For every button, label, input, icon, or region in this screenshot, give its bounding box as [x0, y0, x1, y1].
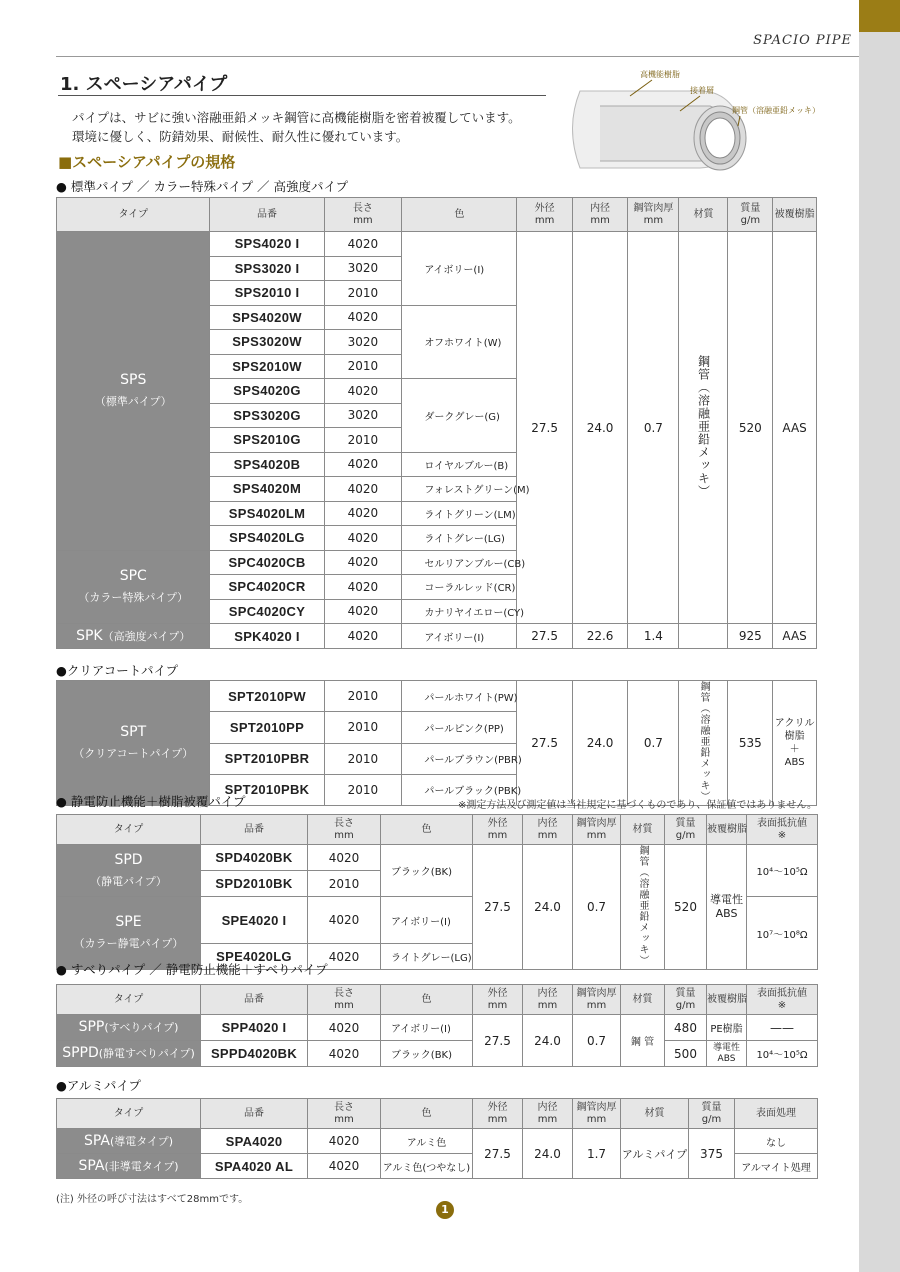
- color-value: コーラルレッド(CR): [402, 575, 517, 600]
- part-number: SPC4020CY: [210, 599, 324, 624]
- od-label: 外径: [487, 987, 508, 999]
- part-number: SPT2010PBK: [210, 774, 324, 805]
- thick-value: 0.7: [628, 681, 679, 806]
- length-unit: mm: [334, 999, 354, 1011]
- length-value: 2010: [308, 871, 381, 897]
- type-desc: （カラー特殊パイプ）: [78, 590, 189, 604]
- part-number: SPS3020G: [210, 403, 324, 428]
- type-code: SPD: [114, 851, 143, 868]
- page-title: 1. スペーシアパイプ: [60, 74, 228, 95]
- material-value: [679, 232, 728, 624]
- intro-line: パイプは、サビに強い溶融亜鉛メッキ鋼管に高機能樹脂を密着被覆しています。: [72, 110, 521, 125]
- corner-accent: [859, 0, 900, 32]
- col-id: [572, 198, 627, 232]
- col-material: 材質: [621, 815, 665, 845]
- col-material: 材質: [679, 198, 728, 232]
- type-spd: [57, 845, 201, 897]
- part-number: SPPD4020BK: [201, 1041, 308, 1067]
- color-value: ライトグレー(LG): [381, 944, 473, 970]
- thick-value: 0.7: [628, 232, 679, 624]
- spec-heading: ■スペーシアパイプの規格: [58, 153, 236, 171]
- od-value: 27.5: [517, 232, 572, 624]
- col-mass: [665, 985, 707, 1015]
- material-text: 鋼管（溶融亜鉛メッキ）: [696, 354, 711, 498]
- color-value: アイボリー(I): [402, 624, 517, 649]
- coating-value: PE樹脂: [707, 1015, 747, 1041]
- od-value: 27.5: [473, 1129, 523, 1179]
- length-label: 長さ: [334, 817, 354, 829]
- part-number: SPC4020CR: [210, 575, 324, 600]
- color-value: ブラック(BK): [381, 845, 473, 897]
- part-number: SPS4020LM: [210, 501, 324, 526]
- thick-value: 1.7: [573, 1129, 621, 1179]
- mass-unit: g/m: [701, 1113, 722, 1125]
- mass-value: 925: [728, 624, 773, 649]
- antistatic-table: [56, 814, 818, 970]
- aluminum-pipe-table: [56, 1098, 818, 1179]
- col-mass: [728, 198, 773, 232]
- col-color: 色: [381, 985, 473, 1015]
- surface-value: なし: [735, 1129, 818, 1154]
- type-desc: （高強度パイプ）: [102, 629, 191, 643]
- part-number: SPS4020B: [210, 452, 324, 477]
- brand-title: SPACIO PIPE: [753, 33, 852, 48]
- coating-value: AAS: [773, 624, 817, 649]
- standard-pipe-table: [56, 197, 817, 649]
- length-value: 3020: [324, 256, 402, 281]
- col-thick: [573, 985, 621, 1015]
- table-row: [57, 1129, 818, 1154]
- thick-unit: mm: [643, 214, 664, 226]
- color-value: アイボリー(I): [381, 1015, 473, 1041]
- type-code: SPA: [83, 1132, 110, 1149]
- type-desc: (すべりパイプ): [104, 1021, 179, 1034]
- id-label: 内径: [590, 202, 611, 214]
- id-unit: mm: [537, 1113, 558, 1125]
- part-number: SPS2010G: [210, 428, 324, 453]
- length-label: 長さ: [352, 202, 373, 214]
- od-unit: mm: [487, 999, 508, 1011]
- length-unit: mm: [334, 1113, 354, 1125]
- col-color: 色: [381, 1099, 473, 1129]
- thick-unit: mm: [586, 829, 607, 841]
- color-value: オフホワイト(W): [402, 305, 517, 379]
- table-row: [57, 681, 817, 712]
- length-value: 2010: [324, 354, 402, 379]
- adhesive-label: 接着層: [690, 86, 714, 95]
- surface-value: アルマイト処理: [735, 1154, 818, 1179]
- part-number: SPK4020 I: [210, 624, 324, 649]
- resin-label: 高機能樹脂: [640, 70, 680, 79]
- mass-label: 質量: [675, 817, 696, 829]
- length-value: 4020: [308, 1041, 381, 1067]
- type-desc: (静電すべりパイプ): [98, 1047, 195, 1060]
- table-header-row: [57, 1099, 818, 1129]
- mass-value: 375: [689, 1129, 735, 1179]
- od-label: 外径: [487, 1101, 508, 1113]
- type-sps: [57, 232, 210, 551]
- col-part: 品番: [210, 198, 324, 232]
- mass-unit: g/m: [675, 829, 696, 841]
- pipe-cross-section-diagram: [560, 66, 830, 176]
- thick-value: 0.7: [573, 845, 621, 970]
- od-label: 外径: [487, 817, 508, 829]
- color-value: セルリアンブルー(CB): [402, 550, 517, 575]
- material-value: [679, 624, 728, 649]
- length-value: 4020: [324, 477, 402, 502]
- coating-value: [707, 845, 747, 970]
- color-value: パールブラック(PBK): [402, 774, 517, 805]
- type-code: SPE: [115, 914, 142, 930]
- col-part: 品番: [201, 985, 308, 1015]
- od-unit: mm: [487, 829, 508, 841]
- length-value: 4020: [324, 232, 402, 257]
- od-label: 外径: [534, 202, 555, 214]
- thick-value: 0.7: [573, 1015, 621, 1067]
- length-value: 4020: [324, 305, 402, 330]
- color-value: アルミ色(つやなし): [381, 1154, 473, 1179]
- color-value: カナリヤイエロー(CY): [402, 599, 517, 624]
- steel-label: 鋼管（溶融亜鉛メッキ）: [732, 106, 820, 115]
- od-value: 27.5: [473, 845, 523, 970]
- section-heading-aluminum: ●アルミパイプ: [56, 1078, 142, 1093]
- color-value: ライトグレー(LG): [402, 526, 517, 551]
- od-unit: mm: [534, 214, 555, 226]
- resistance-value: 10⁴～10⁵Ω: [747, 1041, 818, 1067]
- coating-line: ＋: [789, 744, 800, 755]
- type-code: SPP: [78, 1019, 105, 1035]
- col-length: [308, 815, 381, 845]
- section-heading-standard: ● 標準パイプ ／ カラー特殊パイプ ／ 高強度パイプ: [56, 179, 349, 194]
- part-number: SPA4020 AL: [201, 1154, 308, 1179]
- thick-label: 鋼管肉厚: [576, 817, 617, 829]
- id-value: 24.0: [572, 232, 627, 624]
- resistance-note-mark: ※: [777, 829, 787, 841]
- table-header-row: [57, 985, 818, 1015]
- part-number: SPS2010W: [210, 354, 324, 379]
- thick-value: 1.4: [628, 624, 679, 649]
- type-spa-nonconductive: [57, 1154, 201, 1179]
- part-number: SPS4020W: [210, 305, 324, 330]
- length-value: 4020: [324, 379, 402, 404]
- col-material: 材質: [621, 1099, 689, 1129]
- type-desc: （標準パイプ）: [94, 394, 172, 408]
- col-type: タイプ: [57, 815, 201, 845]
- id-unit: mm: [537, 829, 558, 841]
- footnote: (注) 外径の呼び寸法はすべて28mmです。: [56, 1194, 249, 1205]
- resistance-value: 10⁷～10⁸Ω: [747, 897, 818, 970]
- type-desc: (導電タイプ): [109, 1134, 174, 1148]
- length-value: 2010: [324, 281, 402, 306]
- intro-text: [72, 108, 521, 146]
- part-number: SPS3020 I: [210, 256, 324, 281]
- col-material: 材質: [621, 985, 665, 1015]
- length-value: 2010: [324, 681, 402, 712]
- part-number: SPT2010PP: [210, 712, 324, 743]
- length-value: 4020: [324, 550, 402, 575]
- col-part: 品番: [201, 1099, 308, 1129]
- part-number: SPS4020G: [210, 379, 324, 404]
- type-desc: （カラー静電パイプ）: [73, 937, 184, 950]
- color-value: パールホワイト(PW): [402, 681, 517, 712]
- col-color: 色: [381, 815, 473, 845]
- col-coating: 被覆樹脂: [707, 815, 747, 845]
- resistance-label: 表面抵抗値: [757, 987, 807, 999]
- col-thick: [628, 198, 679, 232]
- thick-unit: mm: [586, 999, 607, 1011]
- thick-label: 鋼管肉厚: [633, 202, 674, 214]
- col-type: タイプ: [57, 1099, 201, 1129]
- material-value: [679, 681, 728, 806]
- part-number: SPC4020CB: [210, 550, 324, 575]
- type-spa-conductive: [57, 1129, 201, 1154]
- coating-line: ABS: [717, 1053, 736, 1064]
- col-od: [517, 198, 572, 232]
- type-desc: （クリアコートパイプ）: [73, 747, 194, 760]
- id-label: 内径: [537, 1101, 558, 1113]
- mass-value: 480: [665, 1015, 707, 1041]
- part-number: SPS2010 I: [210, 281, 324, 306]
- length-value: 4020: [324, 501, 402, 526]
- length-unit: mm: [334, 829, 354, 841]
- length-value: 2010: [324, 428, 402, 453]
- color-value: ロイヤルブルー(B): [402, 452, 517, 477]
- col-od: [473, 1099, 523, 1129]
- part-number: SPE4020 I: [201, 897, 308, 944]
- color-value: パールピンク(PP): [402, 712, 517, 743]
- length-value: 4020: [308, 1154, 381, 1179]
- col-surface: 表面処理: [735, 1099, 818, 1129]
- col-id: [523, 815, 573, 845]
- type-code: SPK: [76, 627, 103, 644]
- col-type: タイプ: [57, 198, 210, 232]
- coating-line: ABS: [784, 757, 805, 768]
- part-number: SPD2010BK: [201, 871, 308, 897]
- mass-value: 535: [728, 681, 773, 806]
- length-value: 4020: [308, 1129, 381, 1154]
- length-unit: mm: [353, 214, 373, 226]
- col-type: タイプ: [57, 985, 201, 1015]
- material-text: 鋼管（溶融亜鉛メッキ）: [697, 681, 709, 802]
- length-value: 4020: [308, 897, 381, 944]
- col-resistance: [747, 815, 818, 845]
- length-value: 4020: [308, 944, 381, 970]
- col-id: [523, 985, 573, 1015]
- table-row: [57, 624, 817, 649]
- part-number: SPA4020: [201, 1129, 308, 1154]
- col-coating: 被覆樹脂: [707, 985, 747, 1015]
- material-value: アルミパイプ: [621, 1129, 689, 1179]
- col-mass: [689, 1099, 735, 1129]
- resistance-note-mark: ※: [777, 999, 787, 1011]
- col-length: [308, 1099, 381, 1129]
- table-header-row: [57, 815, 818, 845]
- length-value: 4020: [324, 599, 402, 624]
- color-value: アルミ色: [381, 1129, 473, 1154]
- length-value: 4020: [324, 526, 402, 551]
- color-value: アイボリー(I): [381, 897, 473, 944]
- table-row: [57, 845, 818, 871]
- id-value: 24.0: [523, 845, 573, 970]
- length-value: 4020: [308, 845, 381, 871]
- coating-line: アクリル: [774, 718, 815, 729]
- section-heading-slide: ● すべりパイプ ／ 静電防止機能＋すべりパイプ: [56, 962, 328, 977]
- length-value: 3020: [324, 403, 402, 428]
- length-value: 4020: [324, 575, 402, 600]
- section-heading-clear: ●クリアコートパイプ: [56, 663, 179, 678]
- type-spc: [57, 550, 210, 624]
- mass-unit: g/m: [675, 999, 696, 1011]
- od-value: 27.5: [517, 681, 572, 806]
- type-spe: [57, 897, 201, 970]
- length-value: 4020: [324, 624, 402, 649]
- side-band: [859, 0, 900, 1272]
- id-value: 22.6: [572, 624, 627, 649]
- id-unit: mm: [537, 999, 558, 1011]
- col-thick: [573, 815, 621, 845]
- length-value: 2010: [324, 774, 402, 805]
- col-mass: [665, 815, 707, 845]
- coating-value: [773, 681, 817, 806]
- od-value: 27.5: [517, 624, 572, 649]
- color-value: パールブラウン(PBR): [402, 743, 517, 774]
- part-number: SPS4020 I: [210, 232, 324, 257]
- type-sppd: [57, 1041, 201, 1067]
- table-row: [57, 232, 817, 257]
- od-value: 27.5: [473, 1015, 523, 1067]
- col-length: [308, 985, 381, 1015]
- resistance-label: 表面抵抗値: [757, 817, 807, 829]
- part-number: SPT2010PW: [210, 681, 324, 712]
- mass-value: 500: [665, 1041, 707, 1067]
- section-heading-antistatic: ● 静電防止機能＋樹脂被覆パイプ: [56, 794, 246, 809]
- mass-value: 520: [728, 232, 773, 624]
- material-value: 鋼 管: [621, 1015, 665, 1067]
- length-value: 4020: [308, 1015, 381, 1041]
- coating-value: AAS: [773, 232, 817, 624]
- clear-coat-table: [56, 680, 817, 806]
- id-value: 24.0: [523, 1129, 573, 1179]
- table-header-row: [57, 198, 817, 232]
- resistance-value: 10⁴～10⁵Ω: [747, 845, 818, 897]
- length-label: 長さ: [334, 1101, 354, 1113]
- color-value: ダークグレー(G): [402, 379, 517, 453]
- mass-unit: g/m: [740, 214, 761, 226]
- thick-unit: mm: [586, 1113, 607, 1125]
- mass-label: 質量: [701, 1101, 722, 1113]
- slide-pipe-table: [56, 984, 818, 1067]
- type-code: SPS: [120, 371, 147, 388]
- table-row: [57, 1015, 818, 1041]
- color-value: フォレストグリーン(M): [402, 477, 517, 502]
- mass-label: 質量: [675, 987, 696, 999]
- col-id: [523, 1099, 573, 1129]
- material-value: [621, 845, 665, 970]
- coating-line: 導電性: [710, 893, 743, 906]
- type-code: SPA: [78, 1157, 105, 1174]
- type-desc: (非導電タイプ): [104, 1159, 179, 1173]
- intro-line: 環境に優しく、防錆効果、耐候性、耐久性に優れています。: [72, 129, 409, 144]
- measurement-note: ※測定方法及び測定値は当社規定に基づくものであり、保証値ではありません。: [458, 800, 817, 811]
- mass-value: 520: [665, 845, 707, 970]
- part-number: SPS4020M: [210, 477, 324, 502]
- mass-label: 質量: [740, 202, 761, 214]
- color-value: アイボリー(I): [402, 232, 517, 306]
- part-number: SPE4020LG: [201, 944, 308, 970]
- length-value: 2010: [324, 743, 402, 774]
- col-thick: [573, 1099, 621, 1129]
- part-number: SPD4020BK: [201, 845, 308, 871]
- type-desc: （静電パイプ）: [90, 874, 167, 888]
- part-number: SPS3020W: [210, 330, 324, 355]
- part-number: SPT2010PBR: [210, 743, 324, 774]
- col-od: [473, 985, 523, 1015]
- title-rule: [58, 95, 546, 96]
- type-spt: [57, 681, 210, 806]
- table-row: [57, 1041, 818, 1067]
- color-value: ブラック(BK): [381, 1041, 473, 1067]
- length-value: 2010: [324, 712, 402, 743]
- coating-line: 樹脂: [784, 731, 805, 742]
- col-length: [324, 198, 402, 232]
- header-rule: [56, 56, 859, 57]
- type-code: SPC: [119, 567, 147, 584]
- type-spk: [57, 624, 210, 649]
- type-spp: [57, 1015, 201, 1041]
- part-number: SPS4020LG: [210, 526, 324, 551]
- col-part: 品番: [201, 815, 308, 845]
- material-text: 鋼管（溶融亜鉛メッキ）: [637, 845, 648, 966]
- resistance-value: ——: [747, 1015, 818, 1041]
- coating-line: ABS: [715, 907, 738, 920]
- id-value: 24.0: [523, 1015, 573, 1067]
- id-unit: mm: [590, 214, 610, 226]
- length-label: 長さ: [334, 987, 354, 999]
- col-od: [473, 815, 523, 845]
- coating-value: [707, 1041, 747, 1067]
- coating-line: 導電性: [712, 1042, 740, 1053]
- id-label: 内径: [537, 987, 558, 999]
- od-unit: mm: [487, 1113, 508, 1125]
- col-coating: 被覆樹脂: [773, 198, 817, 232]
- col-resistance: [747, 985, 818, 1015]
- id-value: 24.0: [572, 681, 627, 806]
- id-label: 内径: [537, 817, 558, 829]
- color-value: ライトグリーン(LM): [402, 501, 517, 526]
- length-value: 3020: [324, 330, 402, 355]
- part-number: SPP4020 I: [201, 1015, 308, 1041]
- col-color: 色: [402, 198, 517, 232]
- page-number: 1: [436, 1201, 454, 1219]
- type-code: SPT: [120, 724, 147, 740]
- type-code: SPPD: [62, 1045, 99, 1061]
- length-value: 4020: [324, 452, 402, 477]
- thick-label: 鋼管肉厚: [576, 987, 617, 999]
- thick-label: 鋼管肉厚: [576, 1101, 617, 1113]
